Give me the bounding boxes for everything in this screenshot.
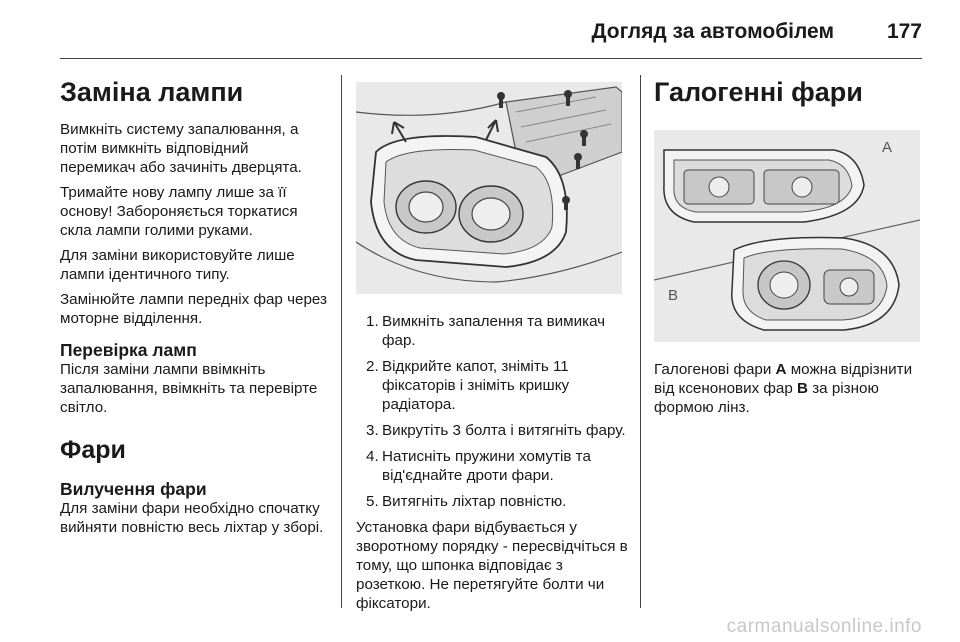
column-3 <box>654 76 924 423</box>
headlight-removal-heading: Вилучення фари <box>60 479 207 499</box>
headlight-removal-illustration <box>356 82 622 294</box>
headlight-drawing <box>356 82 622 294</box>
column-2 <box>356 76 628 619</box>
step-item: 4. Натисніть пружини хомутів та від'єднайте дроти фари. <box>366 448 591 484</box>
section-title: Догляд за автомобілем <box>591 20 834 43</box>
page-number: 177 <box>886 20 922 43</box>
bulb-check-text: Після заміни лампи ввімкніть запалювання, ввімкніть та перевірте світло. <box>60 361 318 416</box>
removal-steps-list <box>356 312 628 511</box>
page-header <box>60 14 922 60</box>
step-item: 3. Викрутіть 3 болта і витягніть фару. <box>366 422 626 439</box>
headlights-comparison-drawing <box>654 130 920 342</box>
halogen-vs-xenon-illustration <box>654 130 920 342</box>
paragraph-identical-bulbs: Для заміни використовуйте лише лампи ідентичного типу. <box>60 247 295 283</box>
paragraph-hold-bulb: Тримайте нову лампу лише за її основу! Забороняється торкатися скла лампи голими руками. <box>60 184 298 239</box>
column-divider-2 <box>640 75 641 608</box>
halogen-headlights-heading: Галогенні фари <box>654 77 863 107</box>
header-rule <box>60 58 922 59</box>
headlight-removal-text: Для заміни фари необхідно спочатку вийняти повністю весь ліхтар у зборі. <box>60 500 324 536</box>
step-item: 5. Витягніть ліхтар повністю. <box>366 493 567 510</box>
label-b: B <box>668 287 679 304</box>
step-item: 2. Відкрийте капот, зніміть 11 фіксаторів і зніміть кришку радіатора. <box>366 358 570 413</box>
halogen-caption: Галогенові фари A можна відрізнити від ксенонових фар B за різною формою лінз. <box>654 361 913 416</box>
step-item: 1. Вимкніть запалення та вимикач фар. <box>366 313 606 349</box>
paragraph-engine-bay: Замінюйте лампи передніх фар через моторне відділення. <box>60 291 327 327</box>
installation-text: Установка фари відбувається у зворотному порядку - пересвідчіться в тому, що шпонка відповідає з розеткою. Не перетягуйте болти чи фіксатори. <box>356 519 628 612</box>
column-divider-1 <box>341 75 342 608</box>
bulb-replacement-heading: Заміна лампи <box>60 77 244 107</box>
bulb-check-heading: Перевірка ламп <box>60 340 197 360</box>
label-a: A <box>882 139 893 156</box>
watermark: carmanualsonline.info <box>726 616 922 637</box>
headlights-heading: Фари <box>60 436 126 464</box>
paragraph-ignition: Вимкніть систему запалювання, а потім вимкніть відповідний перемикач або зачиніть дверцята. <box>60 121 302 176</box>
column-1 <box>60 76 328 543</box>
